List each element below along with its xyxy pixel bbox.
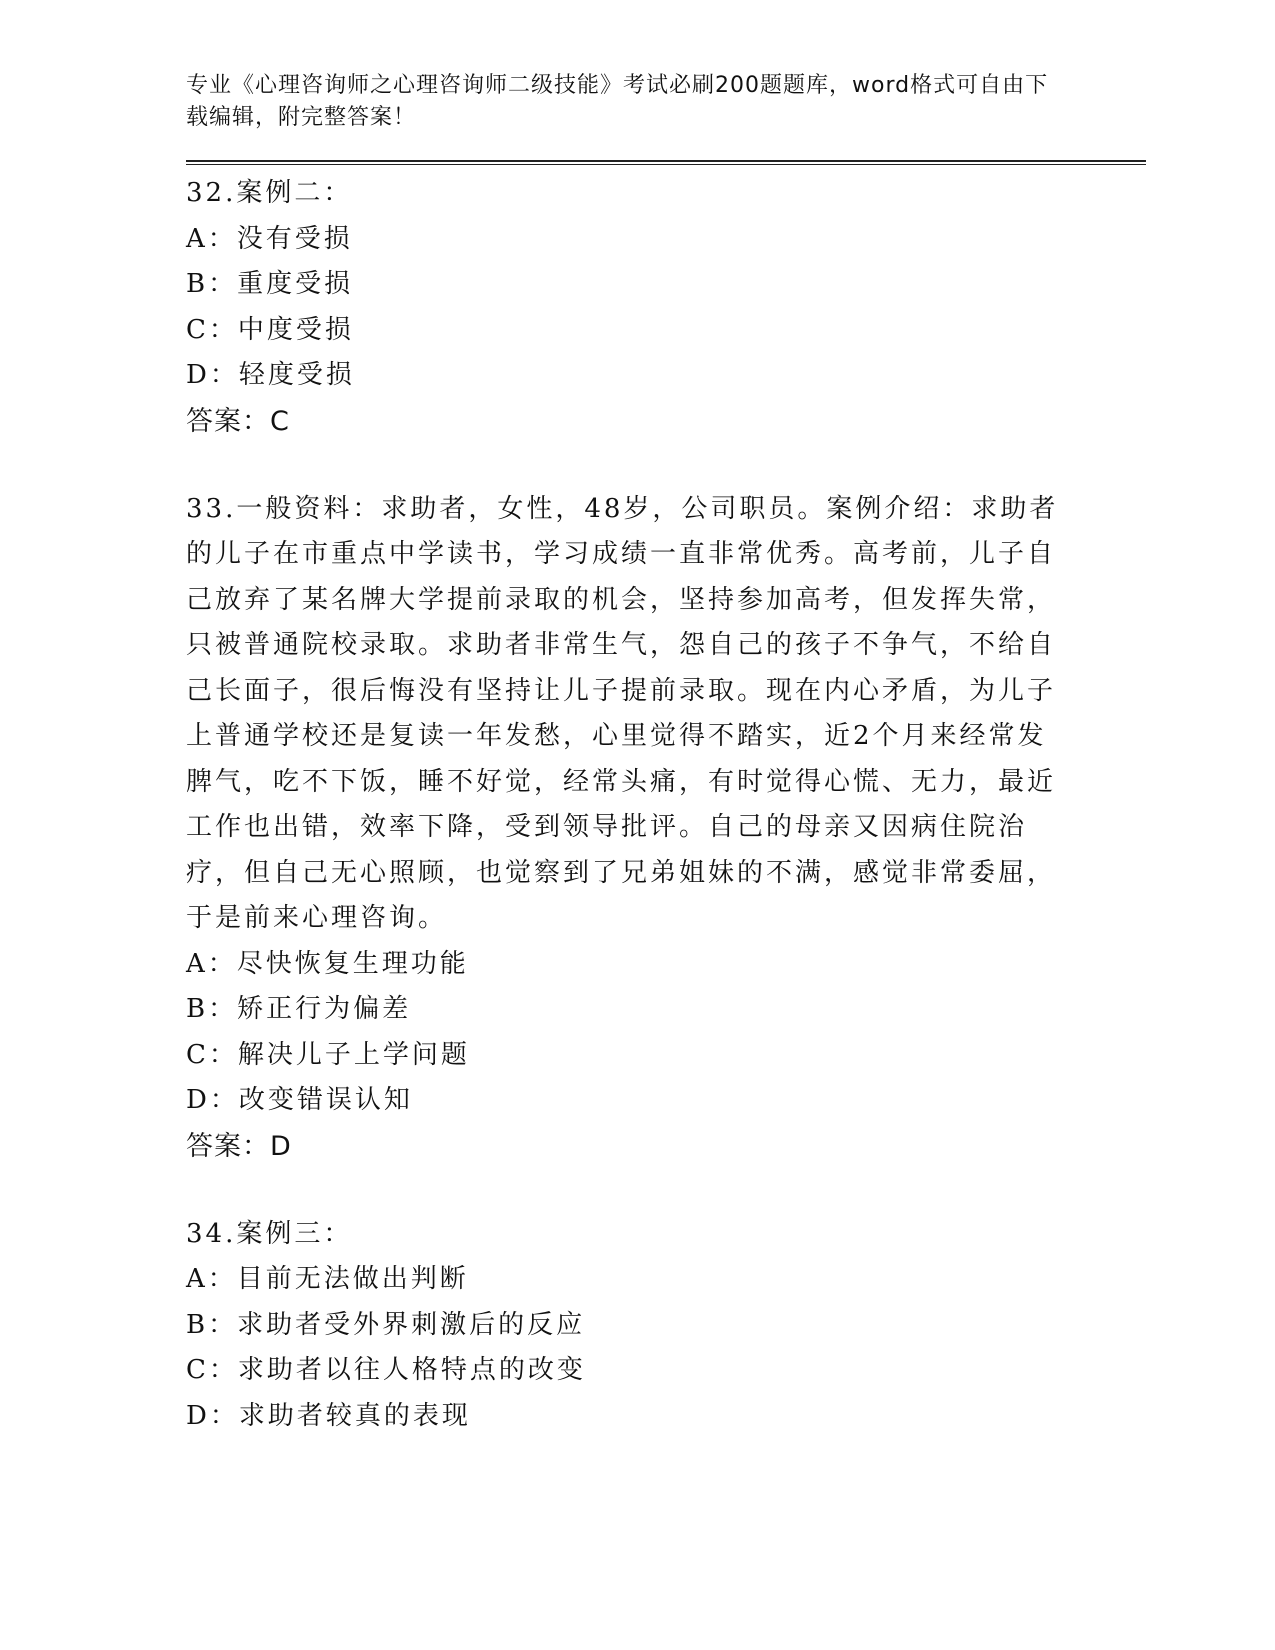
header-divider [186,160,1146,165]
option-a: A：目前无法做出判断 [186,1264,469,1294]
question-32 [186,171,1146,445]
option-d: D：求助者较真的表现 [186,1400,471,1431]
question-stem: 32.案例二： [186,178,353,208]
question-spacer [186,445,1146,487]
option-d: D：轻度受损 [186,360,355,390]
option-b: B：重度受损 [186,269,354,299]
document-page [186,70,1146,1439]
option-c: C：解决儿子上学问题 [186,1039,470,1070]
question-34 [186,1212,1146,1440]
option-c: C：求助者以往人格特点的改变 [186,1355,586,1385]
option-b: B：矫正行为偏差 [186,994,412,1024]
document-header: 专业《心理咨询师之心理咨询师二级技能》考试必刷200题题库，word格式可自由下载编辑，附完整答案！ [186,73,1049,130]
question-spacer [186,1170,1146,1212]
option-a: A：尽快恢复生理功能 [186,948,469,979]
option-a: A：没有受损 [186,223,353,254]
option-c: C：中度受损 [186,314,354,345]
answer-label: 答案：C [186,405,290,437]
question-stem: 33.一般资料：求助者，女性，48岁，公司职员。案例介绍：求助者的儿子在市重点中学读书，学习成绩一直非常优秀。高考前，儿子自己放弃了某名牌大学提前录取的机会，坚持参加高考，但发挥失常，只被普通院校录取。求助者非常生气，怨自己的孩子不争气，不给自己长面子，很后悔没有坚持让儿子提前录取。现在内心矛盾，为儿子上普通学校还是复读一年发愁，心里觉得不踏实，近2个月来经常发脾气，吃不下饭，睡不好觉，经常头痛，有时觉得心慌、无力，最近工作也出错，效率下降，受到领导批评。自己的母亲又因病住院治疗，但自己无心照顾，也觉察到了兄弟姐妹的不满，感觉非常委屈，于是前来心理咨询。 [186,493,1059,933]
answer-label: 答案：D [186,1130,292,1162]
question-33 [186,487,1146,1170]
option-d: D：改变错误认知 [186,1085,413,1115]
option-b: B：求助者受外界刺激后的反应 [186,1309,586,1340]
question-stem: 34.案例三： [186,1218,353,1249]
